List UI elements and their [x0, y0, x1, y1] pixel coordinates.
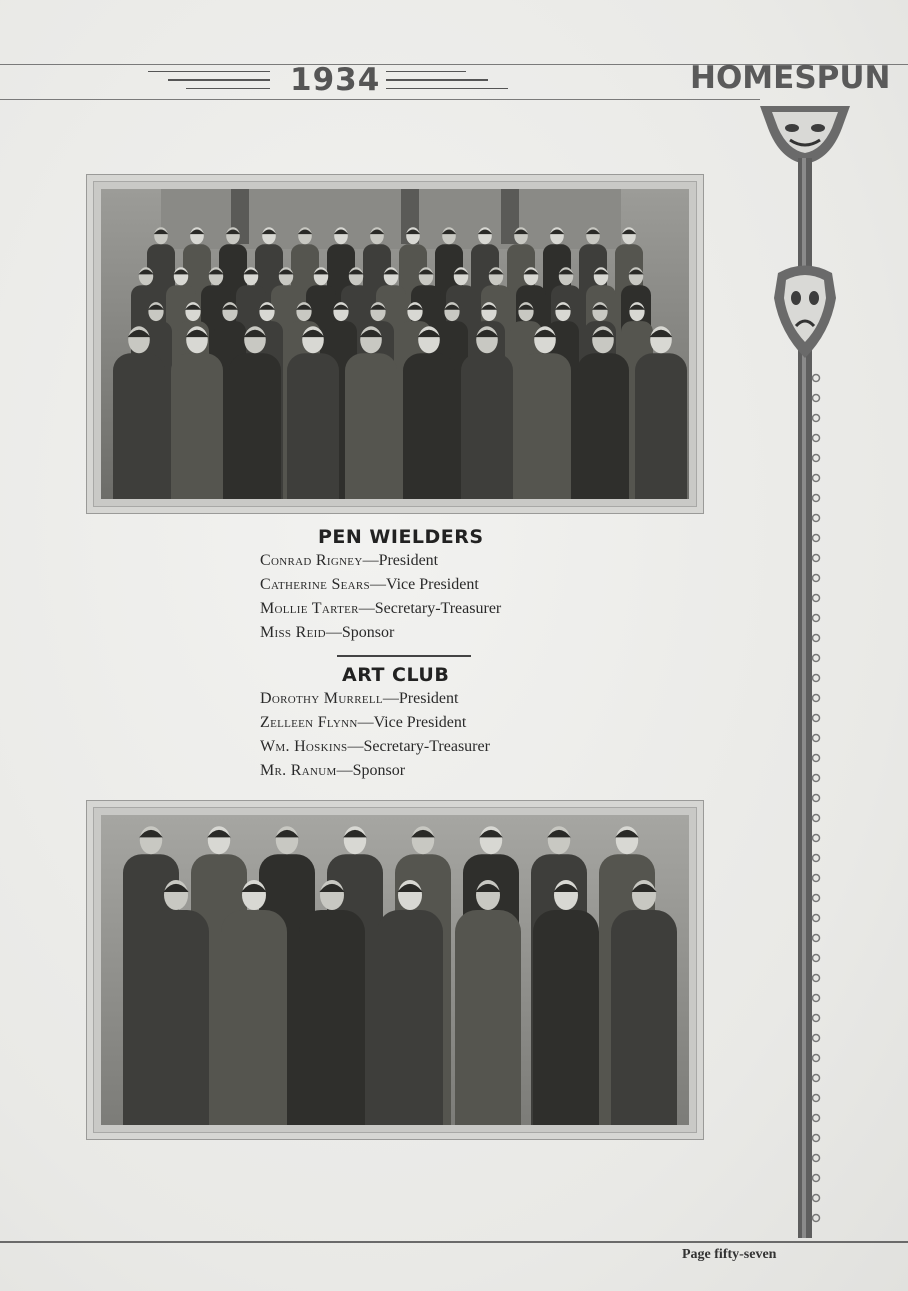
officer-role: —Secretary-Treasurer: [347, 738, 490, 755]
officer-role: —Vice President: [369, 576, 479, 593]
section-divider: [337, 655, 471, 657]
officer-name: Mollie Tarter: [260, 600, 359, 617]
footer-rule: [0, 1241, 908, 1243]
officer-name: Catherine Sears: [260, 576, 370, 593]
header-ornament-line: [386, 71, 466, 72]
officer-name: Zelleen Flynn: [260, 714, 358, 731]
officer-role: —President: [362, 552, 439, 569]
officer-line: [260, 624, 394, 642]
officer-name: Mr. Ranum: [260, 762, 337, 779]
header-ornament-line: [186, 88, 270, 89]
header-bottom-rule: [0, 99, 760, 100]
officer-role: —Vice President: [357, 714, 467, 731]
page-number: Page fifty-seven: [682, 1247, 777, 1262]
officer-line: [260, 552, 438, 570]
officer-line: [260, 690, 458, 708]
officer-role: —Sponsor: [336, 762, 406, 779]
art-club-photo: [86, 800, 704, 1140]
header-ornament-line: [386, 79, 488, 81]
yearbook-year: 1934: [290, 62, 381, 98]
header-ornament-line: [168, 79, 270, 81]
art-club-group-image: [101, 815, 689, 1125]
art-club-heading: ART CLUB: [342, 664, 450, 686]
header-ornament-line: [386, 88, 508, 89]
header-ornament-line: [148, 71, 270, 72]
officer-line: [260, 714, 466, 732]
ornamental-column: [750, 98, 860, 1243]
officer-role: —President: [382, 690, 459, 707]
officer-name: Wm. Hoskins: [260, 738, 348, 755]
yearbook-title: HOMESPUN: [690, 60, 891, 96]
pen-wielders-photo: [86, 174, 704, 514]
officer-name: Conrad Rigney: [260, 552, 363, 569]
officer-line: [260, 600, 501, 618]
pen-wielders-heading: PEN WIELDERS: [318, 526, 484, 548]
comedy-mask-icon: [760, 106, 850, 164]
officer-line: [260, 762, 405, 780]
officer-line: [260, 576, 479, 594]
officer-line: [260, 738, 490, 756]
officer-role: —Sponsor: [325, 624, 395, 641]
officer-role: —Secretary-Treasurer: [358, 600, 502, 617]
officer-name: Dorothy Murrell: [260, 690, 383, 707]
officer-name: Miss Reid: [260, 624, 326, 641]
pen-wielders-group-image: [101, 189, 689, 499]
tragedy-mask-icon: [774, 266, 836, 359]
